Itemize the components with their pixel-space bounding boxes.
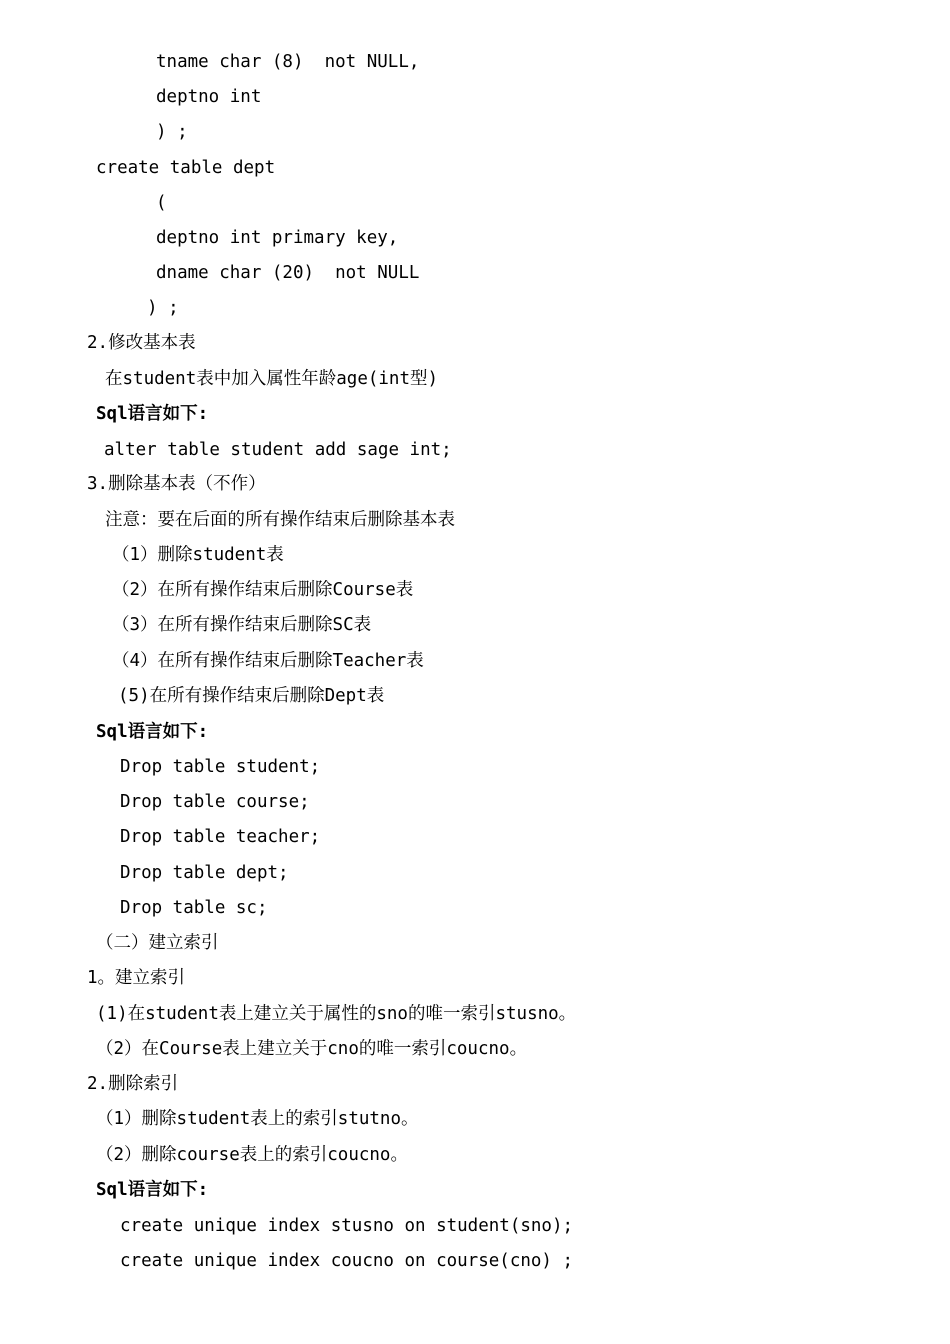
- code-line-close-paren-2: ) ;: [147, 298, 179, 318]
- code-line-open-paren: (: [156, 193, 167, 213]
- code-line-drop-sc: Drop table sc;: [120, 898, 268, 918]
- code-line-create-index-coucno: create unique index coucno on course(cno) ;: [120, 1251, 574, 1271]
- section-heading-index: （二）建立索引: [96, 933, 219, 953]
- code-line-alter: alter table student add sage int;: [104, 440, 452, 460]
- code-line-drop-student: Drop table student;: [120, 757, 321, 777]
- code-line-drop-teacher: Drop table teacher;: [120, 827, 321, 847]
- code-line-close-paren: ) ;: [156, 122, 188, 142]
- index-item-2: （2）在Course表上建立关于cno的唯一索引coucno。: [96, 1039, 528, 1059]
- subheading-drop-index: 2.删除索引: [87, 1074, 179, 1094]
- code-line-tname: tname char (8) not NULL,: [156, 52, 420, 72]
- note-line: 注意：要在后面的所有操作结束后删除基本表: [105, 510, 455, 530]
- drop-item-4: （4）在所有操作结束后删除Teacher表: [112, 651, 424, 671]
- code-line-dname: dname char (20) not NULL: [156, 263, 420, 283]
- section-heading-modify-table: 2.修改基本表: [87, 333, 196, 353]
- drop-item-2: （2）在所有操作结束后删除Course表: [112, 580, 414, 600]
- sql-label: Sql语言如下:: [96, 404, 209, 424]
- code-line-drop-course: Drop table course;: [120, 792, 310, 812]
- sql-label: Sql语言如下:: [96, 722, 209, 742]
- code-line-deptno: deptno int: [156, 87, 262, 107]
- code-line-deptno-primary: deptno int primary key,: [156, 228, 399, 248]
- sql-label: Sql语言如下:: [96, 1180, 209, 1200]
- code-line-create-dept: create table dept: [96, 158, 276, 178]
- drop-item-5: (5)在所有操作结束后删除Dept表: [118, 686, 385, 706]
- drop-index-item-2: （2）删除course表上的索引coucno。: [96, 1145, 408, 1165]
- task-add-age: 在student表中加入属性年龄age(int型): [105, 369, 439, 389]
- drop-item-3: （3）在所有操作结束后删除SC表: [112, 615, 372, 635]
- subheading-create-index: 1。建立索引: [87, 968, 186, 988]
- section-heading-drop-table: 3.删除基本表（不作）: [87, 474, 266, 494]
- index-item-1: (1)在student表上建立关于属性的sno的唯一索引stusno。: [96, 1004, 577, 1024]
- drop-index-item-1: （1）删除student表上的索引stutno。: [96, 1109, 419, 1129]
- code-line-create-index-stusno: create unique index stusno on student(sno);: [120, 1216, 574, 1236]
- code-line-drop-dept: Drop table dept;: [120, 863, 289, 883]
- drop-item-1: （1）删除student表: [112, 545, 284, 565]
